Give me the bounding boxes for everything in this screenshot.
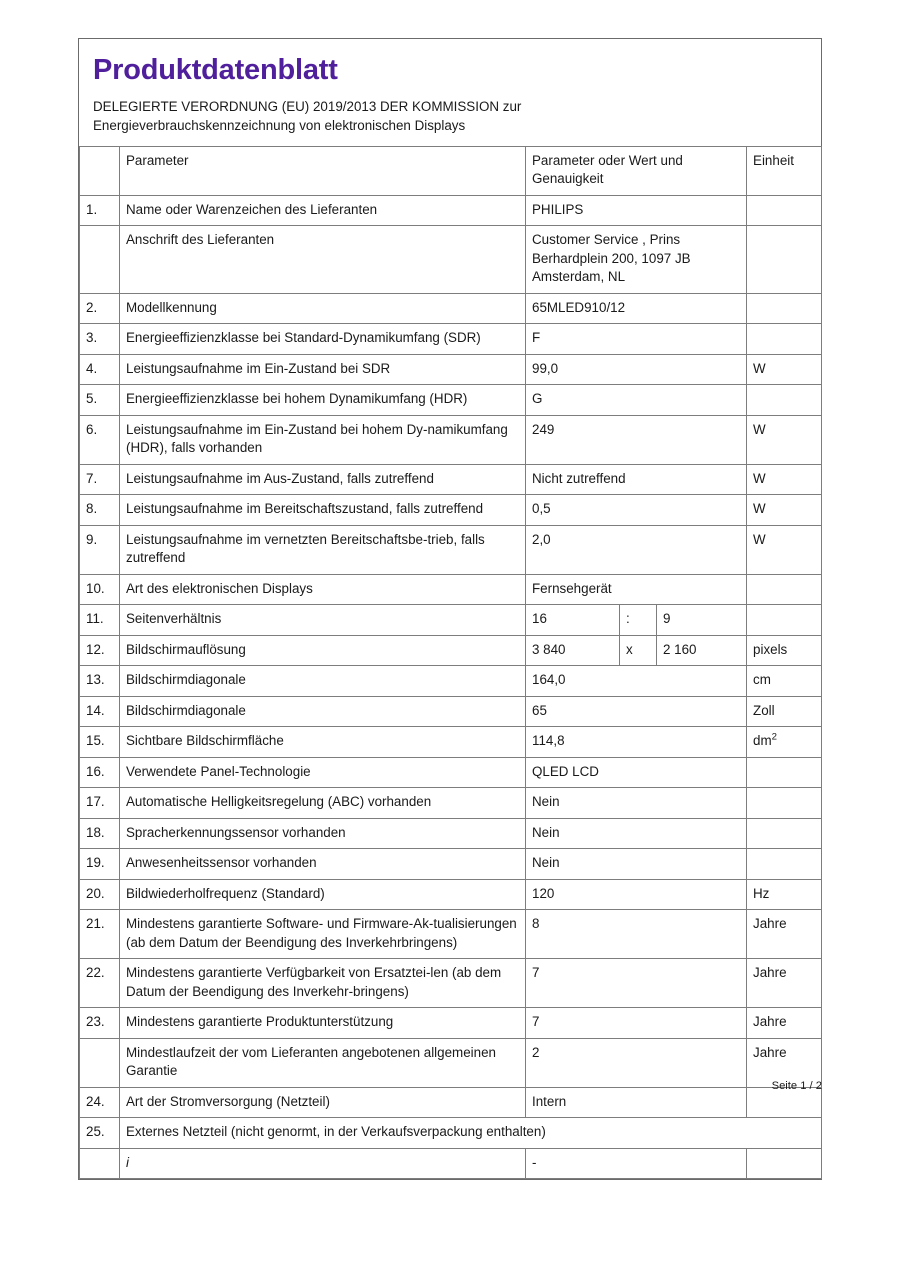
column-header-value: Parameter oder Wert und Genauigkeit — [526, 146, 747, 195]
row-unit — [747, 195, 822, 226]
table-row — [80, 959, 822, 1008]
table-row — [80, 666, 822, 697]
table-row — [80, 226, 822, 294]
row-number: 13. — [80, 666, 120, 697]
row-number: 12. — [80, 635, 120, 666]
column-header-unit: Einheit — [747, 146, 822, 195]
table-row — [80, 788, 822, 819]
row-value: PHILIPS — [526, 195, 747, 226]
table-row — [80, 385, 822, 416]
info-marker-icon: i — [120, 1148, 526, 1179]
row-value: 2 — [526, 1038, 747, 1087]
row-number — [80, 1148, 120, 1179]
table-row — [80, 324, 822, 355]
row-parameter-label: Mindestens garantierte Software- und Firmware-Ak-tualisierungen (ab dem Datum der Beendigung des Inverkehrbringens) — [120, 910, 526, 959]
row-number: 5. — [80, 385, 120, 416]
row-parameter-label: Externes Netzteil (nicht genormt, in der Verkaufsverpackung enthalten) — [120, 1118, 822, 1149]
row-value: F — [526, 324, 747, 355]
row-number: 10. — [80, 574, 120, 605]
table-row — [80, 696, 822, 727]
row-number: 2. — [80, 293, 120, 324]
row-parameter-label: Art des elektronischen Displays — [120, 574, 526, 605]
row-number: 15. — [80, 727, 120, 758]
row-value-first: 16 — [526, 605, 620, 636]
row-parameter-label: Mindestens garantierte Produktunterstützung — [120, 1008, 526, 1039]
table-row — [80, 415, 822, 464]
row-unit: Jahre — [747, 910, 822, 959]
table-row — [80, 1148, 822, 1179]
row-unit — [747, 757, 822, 788]
row-parameter-label: Energieeffizienzklasse bei hohem Dynamikumfang (HDR) — [120, 385, 526, 416]
row-parameter-label: Seitenverhältnis — [120, 605, 526, 636]
column-header-parameter: Parameter — [120, 146, 526, 195]
row-number: 14. — [80, 696, 120, 727]
row-value-separator: x — [620, 635, 657, 666]
row-number: 20. — [80, 879, 120, 910]
row-number: 16. — [80, 757, 120, 788]
table-row — [80, 818, 822, 849]
row-number: 8. — [80, 495, 120, 526]
row-unit — [747, 293, 822, 324]
row-unit — [747, 849, 822, 880]
row-parameter-label: Leistungsaufnahme im Ein-Zustand bei SDR — [120, 354, 526, 385]
table-row — [80, 879, 822, 910]
table-row — [80, 1118, 822, 1149]
row-parameter-label: Bildschirmauflösung — [120, 635, 526, 666]
row-value: 164,0 — [526, 666, 747, 697]
row-value: Fernsehgerät — [526, 574, 747, 605]
row-unit: W — [747, 415, 822, 464]
column-header-number — [80, 146, 120, 195]
table-row — [80, 195, 822, 226]
document-subtitle: DELEGIERTE VERORDNUNG (EU) 2019/2013 DER KOMMISSION zur Energieverbrauchskennzeichnung von elektronischen Displays — [93, 99, 522, 134]
row-number: 19. — [80, 849, 120, 880]
row-value-second: 9 — [657, 605, 747, 636]
row-unit: Jahre — [747, 1008, 822, 1039]
row-parameter-label: Leistungsaufnahme im vernetzten Bereitschaftsbe-trieb, falls zutreffend — [120, 525, 526, 574]
row-parameter-label: Spracherkennungssensor vorhanden — [120, 818, 526, 849]
row-unit: W — [747, 495, 822, 526]
specification-table — [79, 146, 822, 1180]
row-value-first: 3 840 — [526, 635, 620, 666]
row-value: 120 — [526, 879, 747, 910]
table-row — [80, 727, 822, 758]
row-unit: W — [747, 464, 822, 495]
row-number: 17. — [80, 788, 120, 819]
row-unit: Zoll — [747, 696, 822, 727]
row-parameter-label: Bildschirmdiagonale — [120, 696, 526, 727]
row-parameter-label: Sichtbare Bildschirmfläche — [120, 727, 526, 758]
table-row — [80, 635, 822, 666]
row-parameter-label: Mindestlaufzeit der vom Lieferanten angebotenen allgemeinen Garantie — [120, 1038, 526, 1087]
row-value: G — [526, 385, 747, 416]
table-row — [80, 464, 822, 495]
row-parameter-label: Leistungsaufnahme im Bereitschaftszustand, falls zutreffend — [120, 495, 526, 526]
row-number — [80, 226, 120, 294]
row-value: Nein — [526, 849, 747, 880]
document-header — [79, 39, 821, 146]
table-row — [80, 910, 822, 959]
datasheet-frame — [78, 38, 822, 1180]
table-row — [80, 293, 822, 324]
table-header-row — [80, 146, 822, 195]
row-number: 25. — [80, 1118, 120, 1149]
table-row — [80, 849, 822, 880]
table-row — [80, 1008, 822, 1039]
row-number: 7. — [80, 464, 120, 495]
row-value: 114,8 — [526, 727, 747, 758]
row-parameter-label: Leistungsaufnahme im Ein-Zustand bei hohem Dy-namikumfang (HDR), falls vorhanden — [120, 415, 526, 464]
row-value: 249 — [526, 415, 747, 464]
row-unit — [747, 574, 822, 605]
row-number: 11. — [80, 605, 120, 636]
row-parameter-label: Energieeffizienzklasse bei Standard-Dynamikumfang (SDR) — [120, 324, 526, 355]
table-row — [80, 354, 822, 385]
row-parameter-label: Verwendete Panel-Technologie — [120, 757, 526, 788]
table-row — [80, 605, 822, 636]
table-row — [80, 495, 822, 526]
row-value: Nein — [526, 788, 747, 819]
row-value: 99,0 — [526, 354, 747, 385]
row-value: Nein — [526, 818, 747, 849]
row-unit — [747, 324, 822, 355]
row-number: 3. — [80, 324, 120, 355]
row-value: Nicht zutreffend — [526, 464, 747, 495]
row-value: 65 — [526, 696, 747, 727]
row-parameter-label: Leistungsaufnahme im Aus-Zustand, falls zutreffend — [120, 464, 526, 495]
row-number: 6. — [80, 415, 120, 464]
row-parameter-label: Modellkennung — [120, 293, 526, 324]
row-parameter-label: Bildwiederholfrequenz (Standard) — [120, 879, 526, 910]
row-value-second: 2 160 — [657, 635, 747, 666]
row-unit — [747, 818, 822, 849]
row-number: 4. — [80, 354, 120, 385]
row-parameter-label: Anwesenheitssensor vorhanden — [120, 849, 526, 880]
row-unit: $dm^2$ — [747, 727, 822, 758]
row-value: Intern — [526, 1087, 747, 1118]
row-unit: Jahre — [747, 959, 822, 1008]
row-number: 18. — [80, 818, 120, 849]
row-value: 2,0 — [526, 525, 747, 574]
table-row — [80, 525, 822, 574]
row-parameter-label: Bildschirmdiagonale — [120, 666, 526, 697]
row-unit: W — [747, 525, 822, 574]
row-value: QLED LCD — [526, 757, 747, 788]
row-number: 24. — [80, 1087, 120, 1118]
table-header — [80, 146, 822, 195]
row-number: 22. — [80, 959, 120, 1008]
row-parameter-label: Anschrift des Lieferanten — [120, 226, 526, 294]
row-value: 65MLED910/12 — [526, 293, 747, 324]
row-parameter-label: Mindestens garantierte Verfügbarkeit von Ersatztei-len (ab dem Datum der Beendigung des Inverkehr-bringens) — [120, 959, 526, 1008]
row-value: Customer Service , Prins Berhardplein 200, 1097 JB Amsterdam, NL — [526, 226, 747, 294]
row-unit: Jahre — [747, 1038, 822, 1087]
row-unit — [747, 385, 822, 416]
row-unit: pixels — [747, 635, 822, 666]
row-unit — [747, 788, 822, 819]
table-row — [80, 574, 822, 605]
row-value: 0,5 — [526, 495, 747, 526]
row-value: 8 — [526, 910, 747, 959]
row-unit: Hz — [747, 879, 822, 910]
row-parameter-label: Name oder Warenzeichen des Lieferanten — [120, 195, 526, 226]
row-parameter-label: Art der Stromversorgung (Netzteil) — [120, 1087, 526, 1118]
row-number: 1. — [80, 195, 120, 226]
row-unit — [747, 605, 822, 636]
row-number: 23. — [80, 1008, 120, 1039]
table-row — [80, 757, 822, 788]
row-unit — [747, 1148, 822, 1179]
row-number: 9. — [80, 525, 120, 574]
row-value: 7 — [526, 959, 747, 1008]
row-value-separator: : — [620, 605, 657, 636]
row-parameter-label: Automatische Helligkeitsregelung (ABC) vorhanden — [120, 788, 526, 819]
row-number: 21. — [80, 910, 120, 959]
row-value: - — [526, 1148, 747, 1179]
row-unit: W — [747, 354, 822, 385]
page-footer: Seite 1 / 2 — [771, 1080, 822, 1092]
row-value: 7 — [526, 1008, 747, 1039]
row-unit: cm — [747, 666, 822, 697]
table-body — [80, 195, 822, 1179]
page-title: Produktdatenblatt — [93, 54, 338, 86]
row-unit — [747, 226, 822, 294]
